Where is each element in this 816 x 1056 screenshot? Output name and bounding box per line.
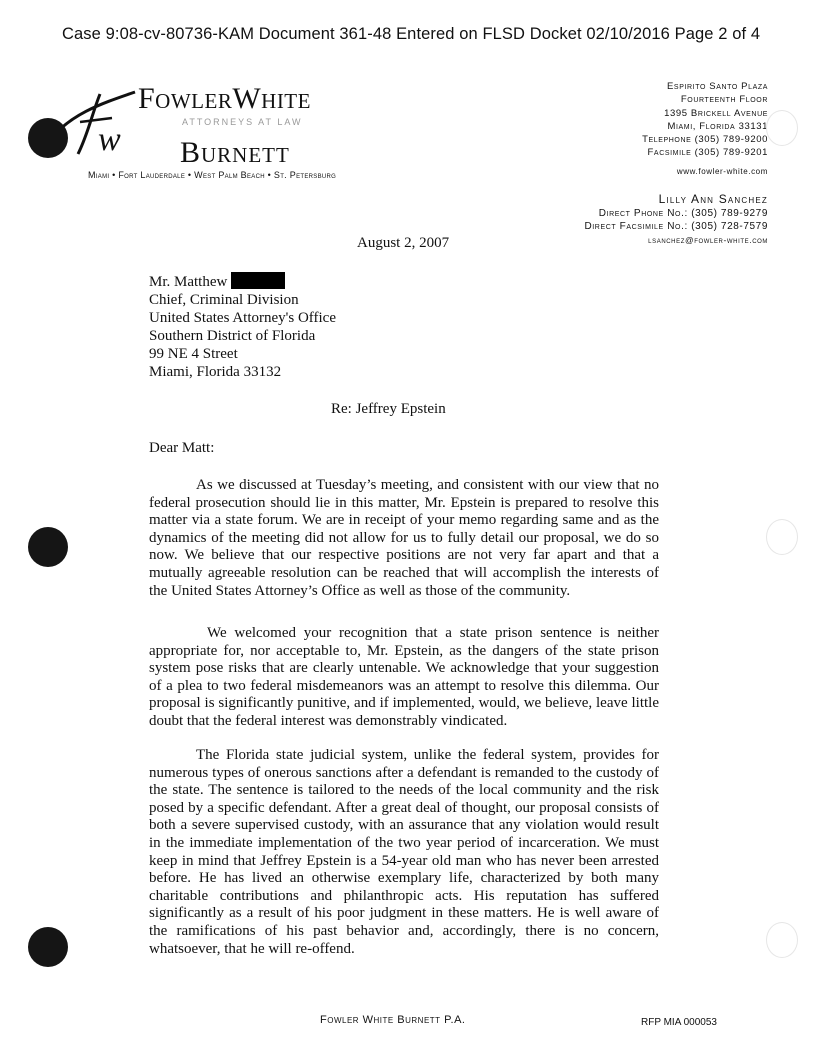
address-line: 1395 Brickell Avenue — [664, 107, 768, 119]
recipient-name: Mr. Matthew — [149, 274, 228, 290]
footer-firm-name: Fowler White Burnett P.A. — [320, 1014, 466, 1026]
punch-hole — [28, 927, 68, 967]
recipient-name-line — [149, 272, 336, 291]
address-line: Fourteenth Floor — [680, 94, 768, 106]
attorney-direct-phone: Direct Phone No.: (305) 789-9279 — [598, 207, 768, 219]
faint-punch-hole — [766, 519, 798, 555]
recipient-line: Southern District of Florida — [149, 328, 316, 344]
recipient-line: United States Attorney's Office — [149, 310, 336, 326]
address-line: Telephone (305) 789-9200 — [642, 134, 768, 146]
subject-line: Re: Jeffrey Epstein — [331, 401, 446, 417]
redaction-bar — [231, 272, 285, 289]
body-paragraph-2: We welcomed your recognition that a state prison sentence is neither appropriate for, nor acceptable to, Mr. Epstein, as the dangers of the state prison system pose risks that are clearly untenable. We acknowledge that your suggestion of a plea to two federal misdemeanors was an attempt to resolve this dilemma. Our proposal is significantly punitive, and if implemented, would, we believe, leave little doubt that the federal interest was demonstrably vindicated. — [149, 625, 659, 729]
svg-text:w: w — [98, 121, 121, 158]
firm-name-line1: FowlerWhite — [138, 82, 311, 115]
recipient-address-block — [149, 272, 336, 381]
office-locations: Miami • Fort Lauderdale • West Palm Beach • St. Petersburg — [88, 170, 337, 180]
faint-punch-hole — [766, 110, 798, 146]
address-line: Facsimile (305) 789-9201 — [647, 147, 768, 159]
attorney-name: Lilly Ann Sanchez — [658, 192, 768, 206]
bates-number: RFP MIA 000053 — [641, 1017, 717, 1028]
recipient-line: Miami, Florida 33132 — [149, 364, 282, 380]
docket-header: Case 9:08-cv-80736-KAM Document 361-48 Entered on FLSD Docket 02/10/2016 Page 2 of 4 — [62, 25, 761, 43]
attorney-contact-block — [584, 193, 768, 247]
recipient-line: 99 NE 4 Street — [149, 346, 238, 362]
recipient-line: Chief, Criminal Division — [149, 292, 299, 308]
firm-website: www.fowler-white.com — [676, 167, 768, 176]
firm-name-line2: Burnett — [180, 136, 290, 169]
body-paragraph-3: The Florida state judicial system, unlike the federal system, provides for numerous types of onerous sanctions after a defendant is remanded to the custody of the state. The sentence is tailored to the needs of the local community and the risk posed by a specific defendant. After a great deal of thought, our proposal consists of both a severe supervised custody, with an assurance that any violation would result in the immediate implementation of the two year period of incarceration. We must keep in mind that Jeffrey Epstein is a 54-year old man who has never been arrested before. He has lived an otherwise exemplary life, characterized by both many charitable contributions and philanthropic acts. His reputation has suffered significantly as a result of his poor judgment in these matters. He is well aware of the ramifications of his past behavior and, accordingly, there is no concern, whatsoever, that he will re-offend. — [149, 747, 659, 957]
faint-punch-hole — [766, 922, 798, 958]
letter-date: August 2, 2007 — [357, 235, 450, 251]
attorneys-at-law-label: ATTORNEYS AT LAW — [182, 117, 303, 127]
firm-address-block — [642, 80, 768, 160]
address-line: Miami, Florida 33131 — [667, 120, 768, 132]
salutation: Dear Matt: — [149, 440, 215, 456]
body-paragraph-1: As we discussed at Tuesday’s meeting, and consistent with our view that no federal prosecution should lie in this matter, Mr. Epstein is prepared to resolve this matter via a state forum. We are in receipt of your memo regarding same and as the dynamics of the meeting did not allow for us to fully detail our proposal, we do so now. We believe that our respective positions are not very far apart and that a mutually agreeable resolution can be reached that will accomplish the interests of the United States Attorney’s Office as well as those of the community. — [149, 477, 659, 599]
address-line: Espirito Santo Plaza — [667, 81, 768, 92]
punch-hole — [28, 527, 68, 567]
attorney-email: lsanchez@fowler-white.com — [648, 234, 768, 245]
attorney-direct-fax: Direct Facsimile No.: (305) 728-7579 — [584, 221, 768, 232]
punch-hole — [28, 118, 68, 158]
